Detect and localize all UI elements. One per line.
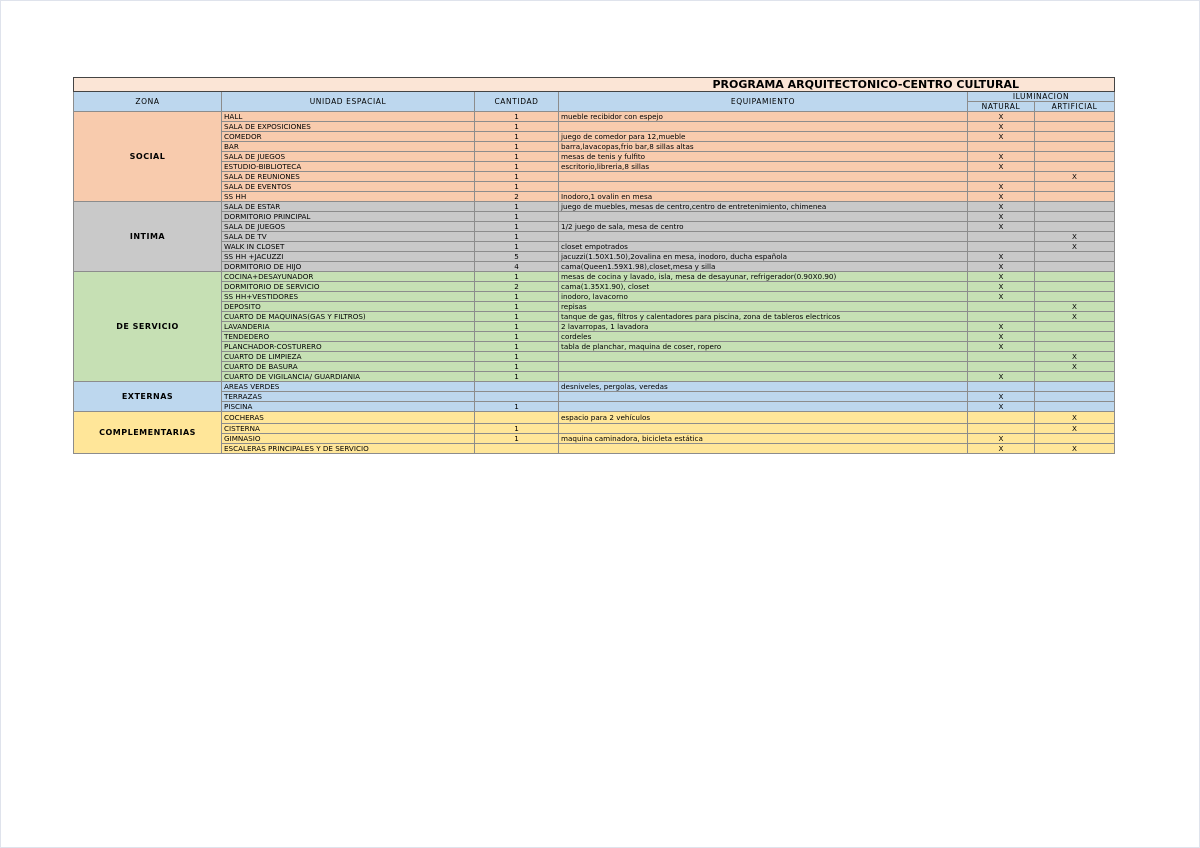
unidad-cell: DEPOSITO	[222, 302, 475, 312]
unidad-cell: SALA DE JUEGOS	[222, 222, 475, 232]
sheet-title: PROGRAMA ARQUITECTONICO-CENTRO CULTURAL	[74, 78, 1115, 92]
unidad-cell: SALA DE EXPOSICIONES	[222, 122, 475, 132]
header-row	[74, 92, 1115, 102]
cantidad-cell: 1	[475, 372, 559, 382]
table-row	[74, 382, 1115, 392]
artificial-mark: X	[1035, 412, 1115, 424]
cantidad-cell: 1	[475, 132, 559, 142]
natural-mark: X	[968, 272, 1035, 282]
equipamiento-cell: closet empotrados	[559, 242, 968, 252]
unidad-cell: TERRAZAS	[222, 392, 475, 402]
unidad-cell: COCHERAS	[222, 412, 475, 424]
table-row	[74, 322, 1115, 332]
unidad-cell: SS HH	[222, 192, 475, 202]
artificial-mark	[1035, 252, 1115, 262]
artificial-mark	[1035, 192, 1115, 202]
artificial-mark: X	[1035, 352, 1115, 362]
table-row	[74, 282, 1115, 292]
artificial-mark	[1035, 292, 1115, 302]
table-row	[74, 152, 1115, 162]
equipamiento-cell: mesas de cocina y lavado, isla, mesa de desayunar, refrigerador(0.90X0.90)	[559, 272, 968, 282]
table-row	[74, 372, 1115, 382]
artificial-mark: X	[1035, 362, 1115, 372]
equipamiento-cell: tabla de planchar, maquina de coser, ropero	[559, 342, 968, 352]
artificial-mark: X	[1035, 232, 1115, 242]
cantidad-cell: 1	[475, 424, 559, 434]
table-row	[74, 212, 1115, 222]
natural-mark	[968, 142, 1035, 152]
natural-mark: X	[968, 112, 1035, 122]
equipamiento-cell: escritorio,libreria,8 sillas	[559, 162, 968, 172]
artificial-mark	[1035, 182, 1115, 192]
unidad-cell: SS HH +JACUZZI	[222, 252, 475, 262]
unidad-cell: COMEDOR	[222, 132, 475, 142]
table-row	[74, 412, 1115, 424]
cantidad-cell: 1	[475, 342, 559, 352]
equipamiento-cell	[559, 182, 968, 192]
natural-mark: X	[968, 372, 1035, 382]
cantidad-cell	[475, 444, 559, 454]
artificial-mark: X	[1035, 172, 1115, 182]
header-natural: NATURAL	[968, 102, 1035, 112]
equipamiento-cell: mueble recibidor con espejo	[559, 112, 968, 122]
natural-mark	[968, 362, 1035, 372]
header-iluminacion: ILUMINACION	[968, 92, 1115, 102]
zone-label: DE SERVICIO	[74, 272, 222, 382]
unidad-cell: DORMITORIO PRINCIPAL	[222, 212, 475, 222]
table-row	[74, 202, 1115, 212]
zone-label: EXTERNAS	[74, 382, 222, 412]
cantidad-cell: 2	[475, 192, 559, 202]
table-row	[74, 232, 1115, 242]
artificial-mark: X	[1035, 312, 1115, 322]
table-row	[74, 172, 1115, 182]
table-row	[74, 162, 1115, 172]
equipamiento-cell	[559, 362, 968, 372]
cantidad-cell: 1	[475, 122, 559, 132]
artificial-mark	[1035, 332, 1115, 342]
cantidad-cell: 1	[475, 162, 559, 172]
table-row	[74, 362, 1115, 372]
table-row	[74, 312, 1115, 322]
cantidad-cell: 1	[475, 222, 559, 232]
header-artificial: ARTIFICIAL	[1035, 102, 1115, 112]
equipamiento-cell	[559, 402, 968, 412]
equipamiento-cell: cama(Queen1.59X1.98),closet,mesa y silla	[559, 262, 968, 272]
artificial-mark	[1035, 152, 1115, 162]
equipamiento-cell	[559, 424, 968, 434]
cantidad-cell: 1	[475, 152, 559, 162]
equipamiento-cell	[559, 122, 968, 132]
zone-label: COMPLEMENTARIAS	[74, 412, 222, 454]
equipamiento-cell: barra,lavacopas,frio bar,8 sillas altas	[559, 142, 968, 152]
equipamiento-cell	[559, 444, 968, 454]
artificial-mark	[1035, 272, 1115, 282]
cantidad-cell: 1	[475, 212, 559, 222]
natural-mark: X	[968, 322, 1035, 332]
unidad-cell: TENDEDERO	[222, 332, 475, 342]
cantidad-cell: 1	[475, 302, 559, 312]
table-row	[74, 402, 1115, 412]
equipamiento-cell	[559, 212, 968, 222]
natural-mark	[968, 172, 1035, 182]
equipamiento-cell: mesas de tenis y fulfito	[559, 152, 968, 162]
cantidad-cell	[475, 382, 559, 392]
unidad-cell: DORMITORIO DE SERVICIO	[222, 282, 475, 292]
table-row	[74, 352, 1115, 362]
equipamiento-cell: cama(1.35X1.90), closet	[559, 282, 968, 292]
cantidad-cell: 5	[475, 252, 559, 262]
equipamiento-cell: maquina caminadora, bicicleta estática	[559, 434, 968, 444]
header-equipamiento: EQUIPAMIENTO	[559, 92, 968, 112]
natural-mark	[968, 352, 1035, 362]
table-row	[74, 332, 1115, 342]
natural-mark	[968, 302, 1035, 312]
unidad-cell: LAVANDERIA	[222, 322, 475, 332]
cantidad-cell: 1	[475, 292, 559, 302]
artificial-mark	[1035, 372, 1115, 382]
unidad-cell: SALA DE JUEGOS	[222, 152, 475, 162]
artificial-mark	[1035, 132, 1115, 142]
natural-mark: X	[968, 444, 1035, 454]
artificial-mark	[1035, 202, 1115, 212]
program-table	[73, 77, 1115, 454]
equipamiento-cell	[559, 232, 968, 242]
artificial-mark	[1035, 212, 1115, 222]
artificial-mark	[1035, 282, 1115, 292]
table-row	[74, 122, 1115, 132]
cantidad-cell: 4	[475, 262, 559, 272]
table-row	[74, 434, 1115, 444]
unidad-cell: HALL	[222, 112, 475, 122]
unidad-cell: SALA DE TV	[222, 232, 475, 242]
natural-mark: X	[968, 342, 1035, 352]
artificial-mark	[1035, 162, 1115, 172]
unidad-cell: PLANCHADOR-COSTURERO	[222, 342, 475, 352]
table-row	[74, 222, 1115, 232]
cantidad-cell: 1	[475, 272, 559, 282]
equipamiento-cell: 1/2 juego de sala, mesa de centro	[559, 222, 968, 232]
unidad-cell: PISCINA	[222, 402, 475, 412]
unidad-cell: CUARTO DE VIGILANCIA/ GUARDIANIA	[222, 372, 475, 382]
artificial-mark	[1035, 342, 1115, 352]
table-row	[74, 252, 1115, 262]
equipamiento-cell: Inodoro,1 ovalin en mesa	[559, 192, 968, 202]
table-row	[74, 444, 1115, 454]
unidad-cell: CUARTO DE LIMPIEZA	[222, 352, 475, 362]
equipamiento-cell	[559, 172, 968, 182]
equipamiento-cell	[559, 352, 968, 362]
artificial-mark	[1035, 142, 1115, 152]
unidad-cell: COCINA+DESAYUNADOR	[222, 272, 475, 282]
artificial-mark	[1035, 122, 1115, 132]
cantidad-cell: 1	[475, 434, 559, 444]
artificial-mark	[1035, 112, 1115, 122]
table-row	[74, 272, 1115, 282]
natural-mark: X	[968, 262, 1035, 272]
natural-mark: X	[968, 212, 1035, 222]
header-unidad: UNIDAD ESPACIAL	[222, 92, 475, 112]
natural-mark: X	[968, 152, 1035, 162]
header-zona: ZONA	[74, 92, 222, 112]
cantidad-cell	[475, 412, 559, 424]
natural-mark	[968, 424, 1035, 434]
equipamiento-cell: 2 lavarropas, 1 lavadora	[559, 322, 968, 332]
cantidad-cell: 1	[475, 182, 559, 192]
cantidad-cell: 1	[475, 112, 559, 122]
artificial-mark	[1035, 262, 1115, 272]
unidad-cell: ESCALERAS PRINCIPALES Y DE SERVICIO	[222, 444, 475, 454]
unidad-cell: SALA DE REUNIONES	[222, 172, 475, 182]
natural-mark	[968, 312, 1035, 322]
table-row	[74, 262, 1115, 272]
unidad-cell: CUARTO DE MAQUINAS(GAS Y FILTROS)	[222, 312, 475, 322]
equipamiento-cell	[559, 372, 968, 382]
equipamiento-cell: inodoro, lavacorno	[559, 292, 968, 302]
natural-mark: X	[968, 122, 1035, 132]
unidad-cell: GIMNASIO	[222, 434, 475, 444]
unidad-cell: AREAS VERDES	[222, 382, 475, 392]
artificial-mark	[1035, 402, 1115, 412]
artificial-mark	[1035, 392, 1115, 402]
equipamiento-cell	[559, 392, 968, 402]
natural-mark: X	[968, 202, 1035, 212]
table-row	[74, 342, 1115, 352]
table-body	[74, 112, 1115, 454]
natural-mark: X	[968, 292, 1035, 302]
unidad-cell: SS HH+VESTIDORES	[222, 292, 475, 302]
unidad-cell: SALA DE ESTAR	[222, 202, 475, 212]
natural-mark: X	[968, 182, 1035, 192]
artificial-mark: X	[1035, 242, 1115, 252]
natural-mark: X	[968, 392, 1035, 402]
cantidad-cell: 1	[475, 232, 559, 242]
unidad-cell: CISTERNA	[222, 424, 475, 434]
table-row	[74, 132, 1115, 142]
table-row	[74, 242, 1115, 252]
natural-mark: X	[968, 282, 1035, 292]
natural-mark: X	[968, 192, 1035, 202]
natural-mark	[968, 382, 1035, 392]
cantidad-cell: 1	[475, 172, 559, 182]
header-cantidad: CANTIDAD	[475, 92, 559, 112]
cantidad-cell: 1	[475, 202, 559, 212]
cantidad-cell: 1	[475, 352, 559, 362]
artificial-mark	[1035, 434, 1115, 444]
table-row	[74, 392, 1115, 402]
unidad-cell: SALA DE EVENTOS	[222, 182, 475, 192]
cantidad-cell: 1	[475, 332, 559, 342]
unidad-cell: CUARTO DE BASURA	[222, 362, 475, 372]
table-row	[74, 424, 1115, 434]
natural-mark: X	[968, 332, 1035, 342]
table-row	[74, 142, 1115, 152]
table-row	[74, 112, 1115, 122]
cantidad-cell: 1	[475, 362, 559, 372]
cantidad-cell: 1	[475, 312, 559, 322]
equipamiento-cell: cordeles	[559, 332, 968, 342]
natural-mark	[968, 242, 1035, 252]
program-sheet	[73, 77, 1114, 454]
cantidad-cell: 1	[475, 322, 559, 332]
table-row	[74, 192, 1115, 202]
artificial-mark	[1035, 322, 1115, 332]
artificial-mark	[1035, 382, 1115, 392]
cantidad-cell	[475, 392, 559, 402]
table-row	[74, 302, 1115, 312]
table-row	[74, 292, 1115, 302]
unidad-cell: BAR	[222, 142, 475, 152]
natural-mark: X	[968, 222, 1035, 232]
table-row	[74, 182, 1115, 192]
equipamiento-cell: tanque de gas, filtros y calentadores para piscina, zona de tableros electricos	[559, 312, 968, 322]
natural-mark	[968, 412, 1035, 424]
cantidad-cell: 1	[475, 242, 559, 252]
cantidad-cell: 1	[475, 402, 559, 412]
cantidad-cell: 2	[475, 282, 559, 292]
natural-mark: X	[968, 162, 1035, 172]
equipamiento-cell: desniveles, pergolas, veredas	[559, 382, 968, 392]
unidad-cell: WALK IN CLOSET	[222, 242, 475, 252]
equipamiento-cell: juego de muebles, mesas de centro,centro de entretenimiento, chimenea	[559, 202, 968, 212]
equipamiento-cell: repisas	[559, 302, 968, 312]
natural-mark	[968, 232, 1035, 242]
zone-label: INTIMA	[74, 202, 222, 272]
unidad-cell: ESTUDIO-BIBLIOTECA	[222, 162, 475, 172]
natural-mark: X	[968, 434, 1035, 444]
natural-mark: X	[968, 402, 1035, 412]
equipamiento-cell: espacio para 2 vehículos	[559, 412, 968, 424]
equipamiento-cell: jacuzzi(1.50X1.50),2ovalina en mesa, inodoro, ducha española	[559, 252, 968, 262]
title-row	[74, 78, 1115, 92]
natural-mark: X	[968, 252, 1035, 262]
equipamiento-cell: juego de comedor para 12,mueble	[559, 132, 968, 142]
zone-label: SOCIAL	[74, 112, 222, 202]
cantidad-cell: 1	[475, 142, 559, 152]
unidad-cell: DORMITORIO DE HIJO	[222, 262, 475, 272]
artificial-mark: X	[1035, 424, 1115, 434]
artificial-mark: X	[1035, 444, 1115, 454]
natural-mark: X	[968, 132, 1035, 142]
artificial-mark: X	[1035, 302, 1115, 312]
artificial-mark	[1035, 222, 1115, 232]
